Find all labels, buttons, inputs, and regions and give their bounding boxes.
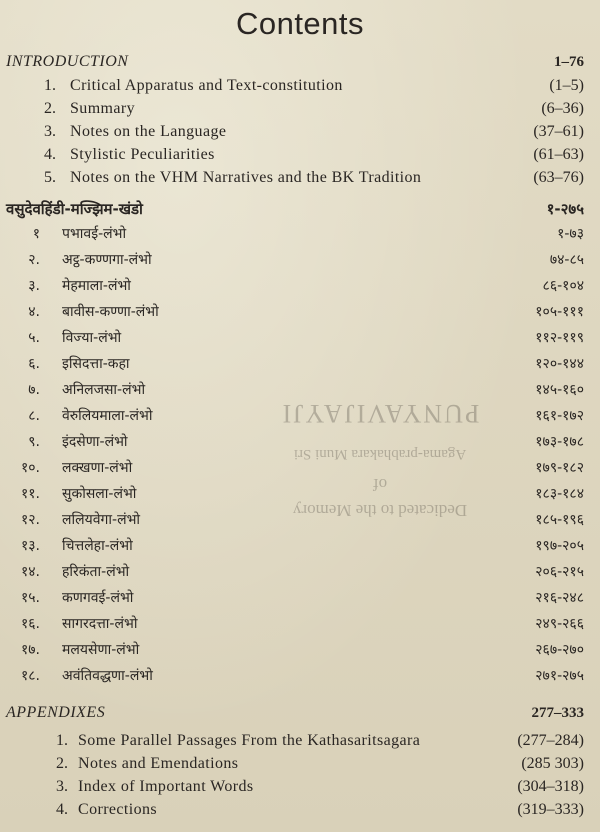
entry-pages: (1–5) bbox=[549, 77, 584, 94]
entry-pages: १७९-१८२ bbox=[535, 460, 584, 476]
toc-entry bbox=[0, 752, 600, 776]
entry-number: ९. bbox=[28, 434, 40, 450]
entry-title: Stylistic Peculiarities bbox=[70, 146, 215, 163]
toc-entry bbox=[0, 775, 600, 799]
entry-pages: १२०-१४४ bbox=[535, 356, 584, 372]
entry-pages: १७३-१७८ bbox=[535, 434, 584, 450]
entry-number: 2. bbox=[56, 755, 68, 772]
entry-title: अट्ठ-कण्णगा-लंभो bbox=[62, 252, 152, 268]
entry-title: पभावई-लंभो bbox=[62, 226, 127, 242]
entry-number: १८. bbox=[20, 668, 40, 684]
entry-title: वेरुलियमाला-लंभो bbox=[62, 408, 153, 424]
entry-number: ७. bbox=[28, 382, 40, 398]
entry-title: अनिलजसा-लंभो bbox=[62, 382, 146, 398]
show-through-line: PUNYAVIJAYJI bbox=[280, 399, 480, 428]
entry-pages: १०५-१११ bbox=[535, 304, 584, 320]
entry-title: सागरदत्ता-लंभो bbox=[62, 616, 138, 632]
entry-title: मेहमाला-लंभो bbox=[62, 278, 131, 294]
toc-entry bbox=[0, 729, 600, 753]
entry-pages: २१६-२४८ bbox=[535, 590, 584, 606]
entry-pages: १८५-१९६ bbox=[535, 512, 584, 528]
entry-title: Critical Apparatus and Text-constitution bbox=[70, 77, 343, 94]
toc-entry bbox=[0, 222, 600, 246]
toc-entry bbox=[0, 300, 600, 324]
toc-entry bbox=[0, 97, 600, 121]
entry-title: Notes on the VHM Narratives and the BK Tradition bbox=[70, 169, 422, 186]
entry-pages: ८६-१०४ bbox=[542, 278, 584, 294]
entry-title: सुकोसला-लंभो bbox=[62, 486, 137, 502]
entry-title: विज्या-लंभो bbox=[62, 330, 122, 346]
section-appendixes bbox=[0, 701, 600, 725]
section-pages: 1–76 bbox=[554, 54, 584, 70]
toc-entry bbox=[0, 143, 600, 167]
entry-number: 3. bbox=[56, 778, 68, 795]
toc-entry bbox=[0, 560, 600, 584]
page-title: Contents bbox=[235, 6, 365, 41]
entry-pages: (285 303) bbox=[521, 755, 584, 772]
entry-pages: २४९-२६६ bbox=[535, 616, 584, 632]
entry-title: ललियवेगा-लंभो bbox=[62, 512, 141, 528]
entry-number: १३. bbox=[20, 538, 40, 554]
entry-title: कणगवई-लंभो bbox=[62, 590, 134, 606]
section-pages: 277–333 bbox=[531, 705, 584, 721]
toc-entry bbox=[0, 274, 600, 298]
toc-entry bbox=[0, 74, 600, 98]
entry-number: ३. bbox=[28, 278, 40, 294]
entry-pages: १९७-२०५ bbox=[535, 538, 584, 554]
entry-title: Corrections bbox=[78, 801, 158, 818]
section-pages: १-२७५ bbox=[546, 200, 584, 218]
entry-pages: (37–61) bbox=[533, 123, 584, 140]
entry-number: 1. bbox=[56, 732, 68, 749]
toc-entry bbox=[0, 248, 600, 272]
entry-pages: १४५-१६० bbox=[535, 382, 584, 398]
entry-title: चित्तलेहा-लंभो bbox=[62, 538, 133, 554]
entry-pages: (277–284) bbox=[517, 732, 584, 749]
entry-number: १२. bbox=[20, 512, 40, 528]
entry-title: Some Parallel Passages From the Kathasaritsagara bbox=[78, 732, 421, 749]
toc-entry bbox=[0, 612, 600, 636]
entry-title: लक्खणा-लंभो bbox=[62, 460, 133, 476]
entry-pages: २७१-२७५ bbox=[535, 668, 584, 684]
entry-title: इसिदत्ता-कहा bbox=[62, 356, 130, 372]
entry-title: Index of Important Words bbox=[78, 778, 254, 795]
entry-number: ८. bbox=[28, 408, 40, 424]
section-label: वसुदेवहिंडी-मज्झिम-खंडो bbox=[6, 200, 143, 218]
entry-pages: (304–318) bbox=[517, 778, 584, 795]
toc-entry bbox=[0, 664, 600, 688]
entry-number: ४. bbox=[28, 304, 40, 320]
show-through-line: of bbox=[372, 475, 388, 494]
entry-title: हरिकंता-लंभो bbox=[62, 564, 130, 580]
entry-pages: ११२-११९ bbox=[535, 330, 584, 346]
entry-number: २. bbox=[28, 252, 40, 268]
toc-entry bbox=[0, 166, 600, 190]
entry-number: ६. bbox=[28, 356, 40, 372]
entry-number: 4. bbox=[56, 801, 68, 818]
entry-number: 5. bbox=[44, 169, 56, 186]
toc-entry bbox=[0, 534, 600, 558]
section-label: INTRODUCTION bbox=[6, 53, 129, 70]
entry-title: इंदसेणा-लंभो bbox=[62, 434, 128, 450]
entry-number: 2. bbox=[44, 100, 56, 117]
entry-number: १४. bbox=[20, 564, 40, 580]
entry-title: Summary bbox=[70, 100, 136, 117]
show-through-line: Dedicated to the Memory bbox=[292, 501, 468, 520]
entry-pages: १-७३ bbox=[557, 226, 584, 242]
entry-number: 3. bbox=[44, 123, 56, 140]
section-vasudevahindi bbox=[0, 197, 600, 221]
entry-title: अवंतिवद्धणा-लंभो bbox=[62, 668, 153, 684]
entry-pages: २०६-२१५ bbox=[535, 564, 584, 580]
entry-pages: (61–63) bbox=[533, 146, 584, 163]
entry-number: १७. bbox=[20, 642, 40, 658]
entry-number: ११. bbox=[20, 486, 40, 502]
show-through-line: Agama-prabhakara Muni Sri bbox=[293, 446, 467, 462]
entry-title: Notes on the Language bbox=[70, 123, 227, 140]
reverse-page-show-through bbox=[230, 330, 530, 520]
entry-pages: (319–333) bbox=[517, 801, 584, 818]
entry-number: 4. bbox=[44, 146, 56, 163]
entry-number: १ bbox=[32, 226, 40, 242]
entry-pages: (63–76) bbox=[533, 169, 584, 186]
entry-pages: ७४-८५ bbox=[549, 252, 584, 268]
entry-title: मलयसेणा-लंभो bbox=[62, 642, 140, 658]
toc-entry bbox=[0, 120, 600, 144]
toc-entry bbox=[0, 638, 600, 662]
section-introduction bbox=[0, 50, 600, 74]
entry-pages: २६७-२७० bbox=[535, 642, 584, 658]
entry-number: ५. bbox=[28, 330, 40, 346]
entry-number: 1. bbox=[44, 77, 56, 94]
entry-pages: १६१-१७२ bbox=[535, 408, 584, 424]
entry-title: बावीस-कण्णा-लंभो bbox=[62, 304, 159, 320]
entry-number: १०. bbox=[20, 460, 40, 476]
toc-entry bbox=[0, 586, 600, 610]
entry-pages: (6–36) bbox=[541, 100, 584, 117]
toc-entry bbox=[0, 798, 600, 822]
entry-pages: १८३-१८४ bbox=[535, 486, 584, 502]
entry-number: १६. bbox=[20, 616, 40, 632]
entry-number: १५. bbox=[20, 590, 40, 606]
entry-title: Notes and Emendations bbox=[78, 755, 239, 772]
section-label: APPENDIXES bbox=[6, 704, 106, 721]
